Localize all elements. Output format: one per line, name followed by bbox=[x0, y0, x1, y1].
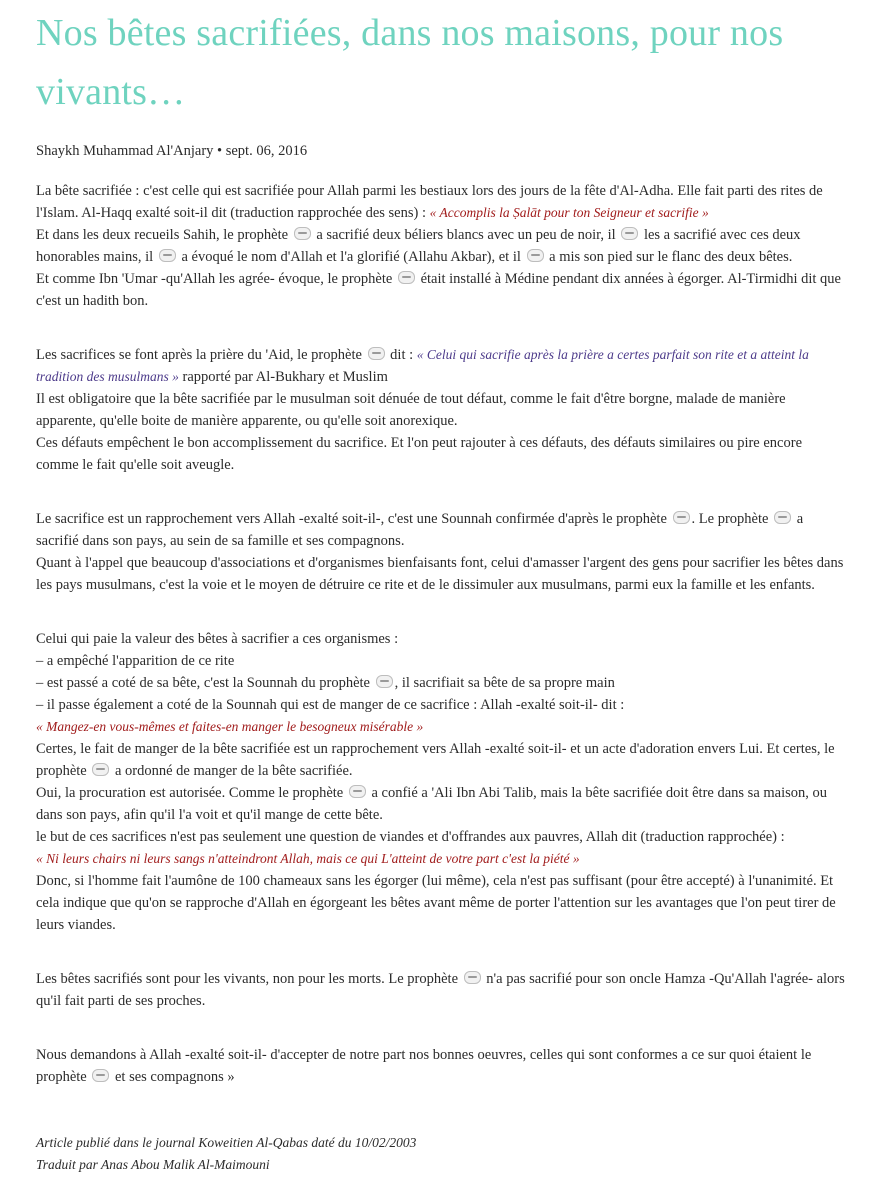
article-meta: Shaykh Muhammad Al'Anjary • sept. 06, 2016 bbox=[36, 143, 308, 159]
line bbox=[36, 672, 845, 694]
text: n'a pas sacrifié pour son oncle Hamza -Qu'Allah l'agrée- alors qu'il fait parti de ses proches. bbox=[36, 971, 845, 1009]
text: . Le prophète bbox=[691, 511, 773, 527]
text: La bête sacrifiée : c'est celle qui est sacrifiée pour Allah parmi les bestiaux lors des jours de la fête d'Al-Adha. Elle fait parti des rites de l'Islam. Al-Haqq exalté soit-il dit (traduction rapprochée des sens) : bbox=[36, 183, 823, 221]
quote: « Accomplis la Ṣalāt pour ton Seigneur et sacrifie » bbox=[429, 205, 709, 220]
footer-line: Article publié dans le journal Koweitien Al-Qabas daté du 10/02/2003 bbox=[36, 1135, 417, 1150]
text: Et dans les deux recueils Sahih, le prophète bbox=[36, 227, 292, 243]
text: a sacrifié deux béliers blancs avec un peu de noir, il bbox=[312, 227, 620, 243]
text: a ordonné de manger de la bête sacrifiée. bbox=[111, 763, 353, 779]
line bbox=[36, 508, 845, 552]
salawat-icon bbox=[673, 511, 690, 524]
quote: « Celui qui sacrifie après la prière a certes parfait son rite et a atteint la tradition des musulmans » bbox=[36, 347, 809, 384]
quote: « Mangez-en vous-mêmes et faites-en manger le besogneux misérable » bbox=[36, 719, 424, 734]
line bbox=[36, 738, 845, 782]
line: Celui qui paie la valeur des bêtes à sacrifier a ces organismes : bbox=[36, 631, 399, 647]
text: Les bêtes sacrifiés sont pour les vivants, non pour les morts. Le prophète bbox=[36, 971, 462, 987]
line bbox=[36, 344, 845, 388]
text: a confié a 'Ali Ibn Abi Talib, mais la bête sacrifiée doit être dans sa maison, ou dans son pays, afin qu'il l'a voit et qu'il mange de cette bête. bbox=[36, 785, 828, 823]
line: le but de ces sacrifices n'est pas seulement une question de viandes et d'offrandes aux pauvres, Allah dit (traduction rapprochée) : bbox=[36, 829, 785, 845]
salawat-icon bbox=[774, 511, 791, 524]
text: a sacrifié dans son pays, au sein de sa famille et ses compagnons. bbox=[36, 511, 804, 549]
salawat-icon bbox=[398, 271, 415, 284]
paragraph-3 bbox=[36, 508, 845, 596]
text: Les sacrifices se font après la prière du 'Aid, le prophète bbox=[36, 347, 366, 363]
article-footer bbox=[36, 1132, 845, 1176]
line bbox=[36, 968, 845, 1012]
text: Et comme Ibn 'Umar -qu'Allah les agrée- évoque, le prophète bbox=[36, 271, 396, 287]
footer-line: Traduit par Anas Abou Malik Al-Maimouni bbox=[36, 1157, 270, 1172]
line: – il passe également a coté de la Sounnah qui est de manger de ce sacrifice : Allah -exalté soit-il- dit : bbox=[36, 697, 625, 713]
paragraph-4 bbox=[36, 628, 845, 936]
line: Ces défauts empêchent le bon accomplissement du sacrifice. Et l'on peut rajouter à ces défauts, des défauts similaires ou pire encore comme le fait qu'elle soit aveugle. bbox=[36, 435, 803, 473]
salawat-icon bbox=[349, 785, 366, 798]
salawat-icon bbox=[294, 227, 311, 240]
salawat-icon bbox=[92, 763, 109, 776]
salawat-icon bbox=[621, 227, 638, 240]
paragraph-1 bbox=[36, 180, 845, 312]
salawat-icon bbox=[159, 249, 176, 262]
line: Quant à l'appel que beaucoup d'associations et d'organismes bienfaisants font, celui d'amasser l'argent des gens pour sacrifier les bêtes dans les pays musulmans, c'est la voie et le moyen de détruire ce rite et de le dissimuler aux musulmans, parmi eux la famille et les enfants. bbox=[36, 555, 844, 593]
salawat-icon bbox=[464, 971, 481, 984]
line bbox=[36, 180, 845, 224]
salawat-icon bbox=[368, 347, 385, 360]
line bbox=[36, 1044, 845, 1088]
salawat-icon bbox=[527, 249, 544, 262]
text: rapporté par Al-Bukhary et Muslim bbox=[178, 369, 388, 385]
text: Oui, la procuration est autorisée. Comme le prophète bbox=[36, 785, 347, 801]
text: les a sacrifié avec ces deux honorables mains, il bbox=[36, 227, 801, 265]
paragraph-6 bbox=[36, 1044, 845, 1088]
salawat-icon bbox=[92, 1069, 109, 1082]
text: était installé à Médine pendant dix années à égorger. Al-Tirmidhi dit que c'est un hadith bon. bbox=[36, 271, 841, 309]
text: Le sacrifice est un rapprochement vers Allah -exalté soit-il-, c'est une Sounnah confirmée d'après le prophète bbox=[36, 511, 671, 527]
paragraph-5 bbox=[36, 968, 845, 1012]
text: , il sacrifiait sa bête de sa propre main bbox=[394, 675, 615, 691]
text: et ses compagnons » bbox=[111, 1069, 235, 1085]
paragraph-2 bbox=[36, 344, 845, 476]
line: – a empêché l'apparition de ce rite bbox=[36, 653, 235, 669]
text: a mis son pied sur le flanc des deux bêtes. bbox=[545, 249, 793, 265]
salawat-icon bbox=[376, 675, 393, 688]
line bbox=[36, 268, 845, 312]
line: Donc, si l'homme fait l'aumône de 100 chameaux sans les égorger (lui même), cela n'est pas suffisant (pour être accepté) à l'unanimité. Et cela indique que qu'on se rapproche d'Allah en égorgeant les bêtes avant même de porter l'attention sur les avantages que l'on peut tirer de leurs viandes. bbox=[36, 873, 836, 933]
line bbox=[36, 224, 845, 268]
line: Il est obligatoire que la bête sacrifiée par le musulman soit dénuée de tout défaut, comme le fait d'être borgne, malade de manière apparente, qu'elle boite de manière apparente, ou qu'elle soit anorexique. bbox=[36, 391, 786, 429]
line bbox=[36, 782, 845, 826]
text: – est passé a coté de sa bête, c'est la Sounnah du prophète bbox=[36, 675, 374, 691]
text: Nous demandons à Allah -exalté soit-il- d'accepter de notre part nos bonnes oeuvres, celles qui sont conformes a ce sur quoi étaient le prophète bbox=[36, 1047, 812, 1085]
text: dit : bbox=[386, 347, 417, 363]
text: Certes, le fait de manger de la bête sacrifiée est un rapprochement vers Allah -exalté soit-il- et un acte d'adoration envers Lui. Et certes, le prophète bbox=[36, 741, 835, 779]
article-title: Nos bêtes sacrifiées, dans nos maisons, pour nos vivants… bbox=[36, 12, 784, 113]
quote: « Ni leurs chairs ni leurs sangs n'atteindront Allah, mais ce qui L'atteint de votre part c'est la piété » bbox=[36, 851, 580, 866]
text: a évoqué le nom d'Allah et l'a glorifié (Allahu Akbar), et il bbox=[177, 249, 525, 265]
